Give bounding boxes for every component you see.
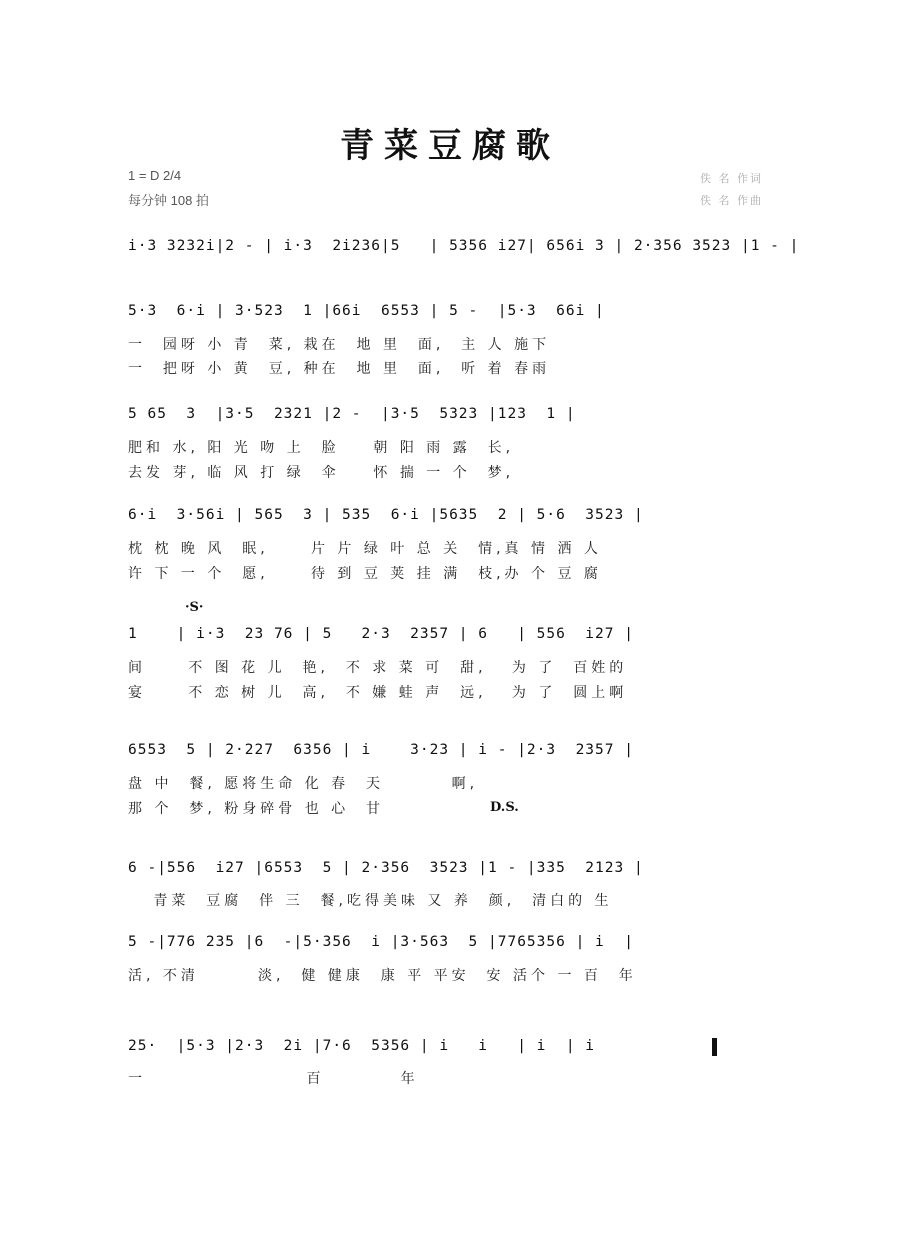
score-line-7: 5 -|776 235 |6 -|5·356 i |3·563 5 |7765356 | i | [128, 934, 634, 950]
score-line-6: 6 -|556 i27 |6553 5 | 2·356 3523 |1 - |335 2123 | [128, 860, 644, 876]
lyrics-verse2-line-4: 宴 不 恋 树 儿 高, 不 嫌 蛙 声 远, 为 了 圆上啊 [128, 685, 628, 701]
dal-segno-mark: D.S. [490, 800, 519, 815]
song-title: 青菜豆腐歌 [340, 126, 560, 166]
lyrics-verse2-line-3: 许 下 一 个 愿, 待 到 豆 荚 挂 满 枝,办 个 豆 腐 [128, 566, 602, 582]
lyrics-verse1-line-4: 间 不 图 花 儿 艳, 不 求 菜 可 甜, 为 了 百姓的 [128, 660, 628, 676]
lyrics-verse1-line-5: 盘 中 餐, 愿将生命 化 春 天 啊, [128, 776, 479, 792]
lyrics-verse1-line-1: 一 园呀 小 青 菜, 栽在 地 里 面, 主 人 施下 [128, 337, 551, 353]
lyrics-verse1-line-3: 枕 枕 晚 风 眠, 片 片 绿 叶 总 关 情,真 情 洒 人 [128, 541, 602, 557]
lyrics-verse2-line-2: 去发 芽, 临 风 打 绿 伞 怀 揣 一 个 梦, [128, 465, 515, 481]
score-line-5: 6553 5 | 2·227 6356 | i 3·23 | i - |2·3 2357 | [128, 742, 634, 758]
score-line-1: 5·3 6·i | 3·523 1 |66i 6553 | 5 - |5·3 66i | [128, 303, 605, 319]
segno-mark: ·S· [185, 600, 204, 615]
composer-credit: 佚 名 作曲 [700, 194, 763, 207]
lyricist-credit: 佚 名 作词 [700, 172, 763, 185]
final-barline [712, 1038, 717, 1056]
score-line-3: 6·i 3·56i | 565 3 | 535 6·i |5635 2 | 5·6 3523 | [128, 507, 644, 523]
score-line-4: 1 | i·3 23 76 | 5 2·3 2357 | 6 | 556 i27 | [128, 626, 634, 642]
score-line-8: 25· |5·3 |2·3 2i |7·6 5356 | i i | i | i [128, 1038, 615, 1054]
lyrics-chorus-line-7: 活, 不清 淡, 健 健康 康 平 平安 安 活个 一 百 年 [128, 968, 637, 984]
lyrics-verse1-line-2: 肥和 水, 阳 光 吻 上 脸 朝 阳 雨 露 长, [128, 440, 515, 456]
score-line-intro: i·3 3232i|2 - | i·3 2i236|5 | 5356 i27| 656i 3 | 2·356 3523 |1 - | [128, 238, 800, 254]
key-signature: 1 = D 2/4 [128, 168, 182, 183]
tempo-marking: 每分钟 108 拍 [128, 193, 209, 208]
score-line-2: 5 65 3 |3·5 2321 |2 - |3·5 5323 |123 1 | [128, 406, 576, 422]
lyrics-chorus-line-6: 青菜 豆腐 伴 三 餐,吃得美味 又 养 颜, 清白的 生 [128, 893, 613, 909]
lyrics-chorus-line-8: 一 百 年 [128, 1071, 419, 1087]
lyrics-verse2-line-5: 那 个 梦, 粉身碎骨 也 心 甘 [128, 801, 385, 817]
lyrics-verse2-line-1: 一 把呀 小 黄 豆, 种在 地 里 面, 听 着 春雨 [128, 361, 551, 377]
